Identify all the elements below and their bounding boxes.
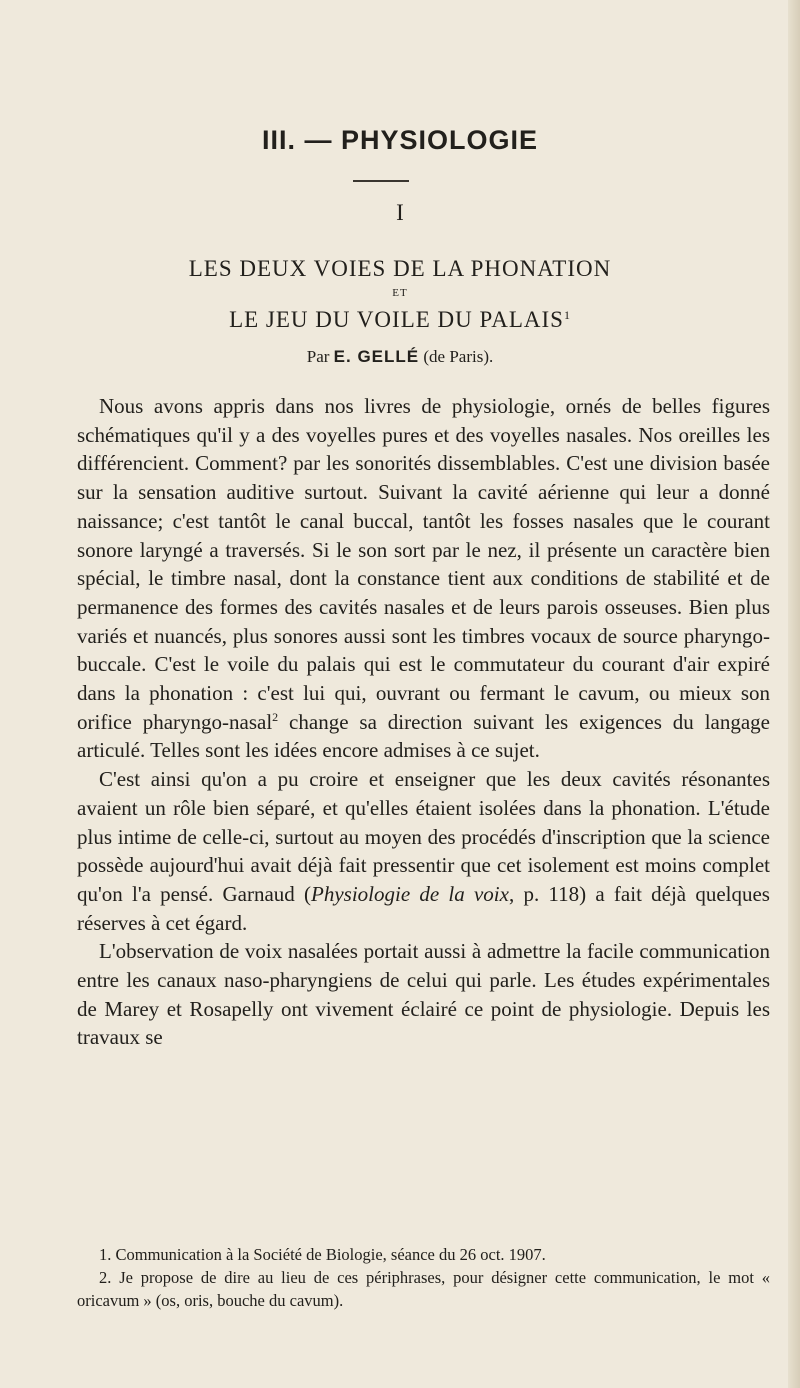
chapter-number: I — [396, 200, 404, 225]
body-text — [77, 392, 770, 1052]
book-title: Physiologie de la voix — [311, 881, 509, 906]
paragraph-2 — [77, 765, 770, 937]
paragraph-1 — [77, 392, 770, 765]
footnote-ref-2: 2 — [272, 709, 279, 724]
article-title-line2-text: LE JEU DU VOILE DU PALAIS — [229, 307, 564, 332]
byline-suffix: (de Paris). — [419, 347, 494, 366]
paragraph-1-text-b: change sa direction suivant les exigences du langage articulé. Telles sont les idées encore admises à ce sujet. — [77, 709, 770, 763]
footnotes — [77, 1243, 770, 1312]
footnote-2: 2. Je propose de dire au lieu de ces périphrases, pour désigner cette communication, le mot « oricavum » (os, oris, bouche du cavum). — [77, 1268, 770, 1310]
footnote-1: 1. Communication à la Société de Biologie, séance du 26 oct. 1907. — [99, 1245, 546, 1264]
article-title-line2 — [0, 307, 800, 333]
paragraph-2-text-a: C'est ainsi qu'on a pu croire et enseigner que les deux cavités résonantes avaient un rôle bien séparé, et qu'elles étaient isolées dans la phonation. L'étude plus intime de celle-ci, surtout au moyen des procédés d'inscription que la science possède aujourd'hui avait déjà fait pressentir que cet isolement est moins complet qu'on l'a pensé. Garnaud ( — [77, 767, 770, 906]
paragraph-3: L'observation de voix nasalées portait aussi à admettre la facile communication entre les canaux naso-pharyngiens de celui qui parle. Les études expérimentales de Marey et Rosapelly ont vivement éclairé ce point de physiologie. Depuis les travaux se — [77, 939, 770, 1050]
article-title-conjunction: ET — [392, 287, 408, 299]
footnote-ref-1: 1 — [563, 308, 571, 322]
section-title: III. — PHYSIOLOGIE — [261, 125, 539, 155]
byline — [0, 347, 800, 367]
author-name: E. GELLÉ — [333, 347, 420, 366]
title-rule — [353, 180, 409, 182]
paragraph-1-text-a: Nous avons appris dans nos livres de physiologie, ornés de belles figures schématiques qu'il y a des voyelles pures et des voyelles nasales. Nos oreilles les différencient. Comment? par les sonorités dissemblables. C'est une division basée sur la sensation auditive surtout. Suivant la cavité aérienne qui leur a donné naissance; c'est tantôt le canal buccal, tantôt les fosses nasales que le courant sonore laryngé a traversés. Si le son sort par le nez, il présente un caractère bien spécial, le timbre nasal, dont la constance tient aux conditions de stabilité et de permanence des formes des cavités nasales et de leurs parois osseuses. Bien plus variés et nuancés, plus sonores aussi sont les timbres vocaux de source pharyngo-buccale. C'est le voile du palais qui est le commutateur du courant d'air expiré dans la phonation : c'est lui qui, ouvrant ou fermant le cavum, ou mieux son orifice pharyngo-nasal — [77, 394, 770, 734]
paragraph-2-text-b: , p. 118) a fait déjà quelques réserves à cet égard. — [77, 881, 770, 935]
article-title-line1: LES DEUX VOIES DE LA PHONATION — [188, 256, 612, 281]
byline-prefix: Par — [306, 347, 334, 366]
